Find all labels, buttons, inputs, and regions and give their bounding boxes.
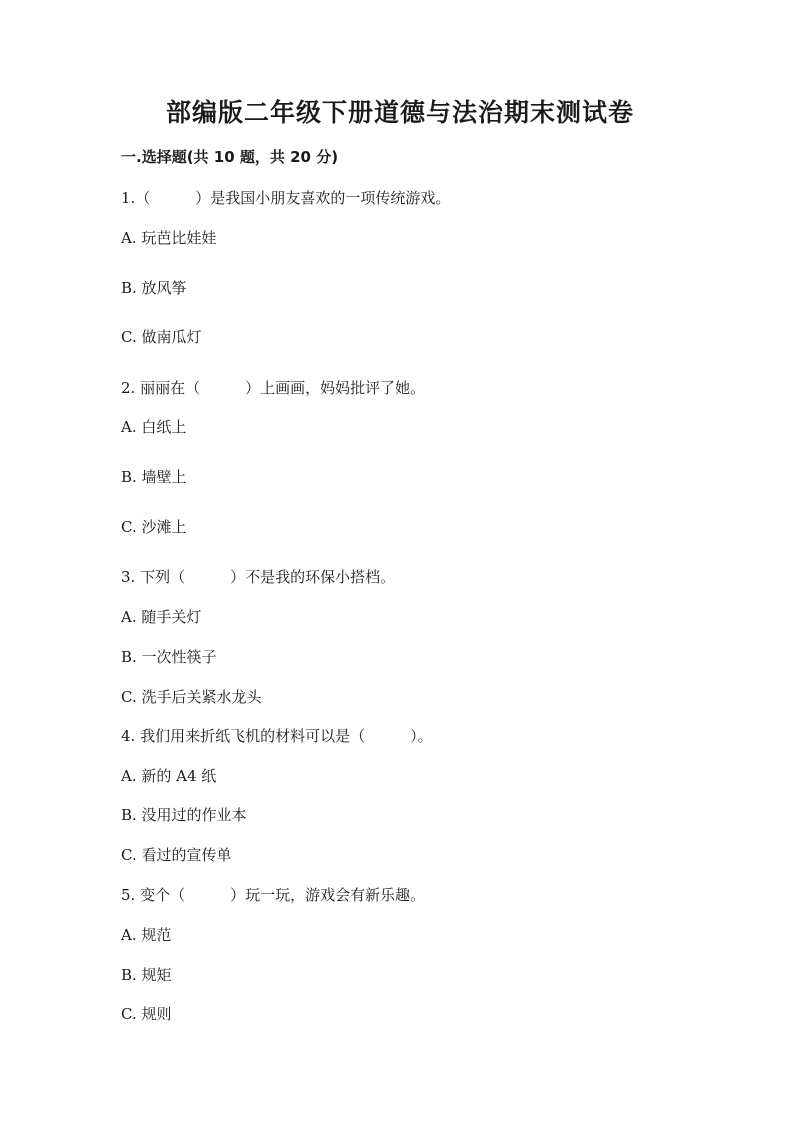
option-c: C. 洗手后关紧水龙头 bbox=[121, 688, 262, 706]
option-b: B. 墙壁上 bbox=[121, 468, 187, 486]
question-stem: 3. 下列（ ）不是我的环保小搭档。 bbox=[121, 568, 396, 586]
option-c: C. 沙滩上 bbox=[121, 518, 187, 536]
option-b: B. 规矩 bbox=[121, 966, 172, 984]
question-stem: 2. 丽丽在（ ）上画画，妈妈批评了她。 bbox=[121, 379, 426, 397]
page-title: 部编版二年级下册道德与法治期末测试卷 bbox=[165, 98, 634, 127]
question-stem: 5. 变个（ ）玩一玩，游戏会有新乐趣。 bbox=[121, 886, 426, 904]
option-c: C. 做南瓜灯 bbox=[121, 328, 202, 346]
option-a: A. 随手关灯 bbox=[121, 608, 202, 626]
option-c: C. 看过的宣传单 bbox=[121, 846, 232, 864]
option-a: A. 玩芭比娃娃 bbox=[121, 229, 217, 247]
section-heading: 一.选择题(共 10 题，共 20 分) bbox=[121, 148, 339, 166]
option-b: B. 放风筝 bbox=[121, 279, 187, 297]
option-b: B. 一次性筷子 bbox=[121, 648, 217, 666]
option-a: A. 规范 bbox=[121, 926, 172, 944]
question-stem: 4. 我们用来折纸飞机的材料可以是（ ）。 bbox=[121, 727, 433, 745]
question-stem: 1.（ ）是我国小朋友喜欢的一项传统游戏。 bbox=[121, 189, 451, 207]
option-b: B. 没用过的作业本 bbox=[121, 806, 247, 824]
option-a: A. 新的 A4 纸 bbox=[121, 767, 217, 785]
option-c: C. 规则 bbox=[121, 1005, 172, 1023]
option-a: A. 白纸上 bbox=[121, 418, 187, 436]
